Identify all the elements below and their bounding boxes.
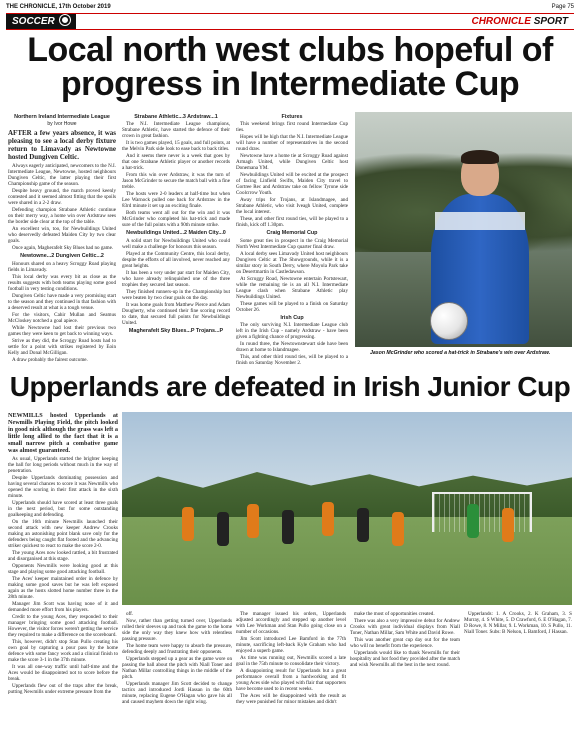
player-figure: [502, 508, 514, 542]
player-figure: [182, 507, 194, 541]
paragraph: It is two games played, 15 goals, and full points, at the Melvin Park side look to ease back to back titles.: [122, 140, 230, 153]
paragraph: For the visitors, Cahir Mullan and Seamus McCloskey notched a goal apiece.: [8, 311, 116, 324]
player-figure: [322, 502, 334, 536]
paragraph: Upperlands manager Jim Scott decided to change tactics and introduced Jordi Hassan in the 60th minute, replacing Eugene O'Hagan who gave his all and caused mayhem down the right wing.: [122, 681, 232, 705]
match-photo: [122, 412, 572, 605]
paragraph: It was home goals from Matthew Pierce and Adam Dougherty, who continued their fine scoring record to date, that secured full points for Newbuildings United.: [122, 301, 230, 326]
player-figure: [247, 504, 259, 538]
subhead: Irish Cup: [280, 314, 304, 321]
subhead: Northern Ireland Intermediate League: [14, 114, 110, 120]
paragraph: There was also a very impressive debut for Andrew Crooks with great individual displays from Niall Toner, Nathan Millar, Sam White and David Rowe.: [350, 618, 460, 636]
paragraph: This, and other third round ties, will be played to a finish on Saturday November 2.: [236, 354, 348, 367]
paragraph: Dungiven Celtic have made a very promising start to the season and they continued in that fashion with a deserved result at what is a tough venue.: [8, 292, 116, 311]
lead-paragraph: NEWMILLS hosted Upperlands at Newmills Playing Field, the pitch looked in good nick although the grass was left a little long allied to the fact that it is a small narrow pitch a combative game was almost guaranteed.: [8, 412, 118, 454]
paragraph: A solid start for Newbuildings United who could well make a challenge for honours this season.: [122, 237, 230, 250]
paragraph: On the 16th minute Newmills launched their second attack with new keeper Andrew Crooks making an astonishing point blank save only for the defenders being caught flat footed and the advancing striker quickest to react to make the score 2-0.: [8, 519, 118, 549]
paragraph: The Aces will be disappointed with the result as they were punished for minor mistakes and didn't: [236, 693, 346, 705]
paragraph: Now, rather than getting turned over, Upperlands rolled their sleeves up and took the game to the home side the only way they knew how with relentless passing pressure.: [122, 618, 232, 642]
headline-intermediate-cup: Local north west clubs hopeful of progress in Intermediate Cup: [27, 31, 553, 103]
subhead: Craig Memorial Cup: [266, 230, 318, 237]
paragraph: This local derby was every bit as close as the results suggests with both teams playing some good football in very testing conditions.: [8, 273, 116, 292]
publication-date: THE CHRONICLE, 17th October 2019: [6, 4, 111, 10]
paragraph: In round three, the Newtownstewart side have been drawn at home to Islandmagee.: [236, 341, 348, 354]
player-figure: [357, 508, 369, 542]
paragraph: Both teams went all out for the win and it was McGrinder who completed his hat-trick and made sure of the full points with a 90th minute strike.: [122, 210, 230, 229]
photo-caption: Jason McGrinder who scored a hat-trick in Strabane's win over Ardstraw.: [370, 350, 551, 356]
paragraph: A draw probably the fairest outcome.: [12, 356, 88, 363]
paragraph: The home team were happy to absorb the pressure, defending deeply and frustrating their opponents.: [122, 643, 232, 655]
paragraph: And it seems there never is a week that goes by that one Strabane Athletic player or another records a hat-trick.: [122, 153, 230, 172]
paragraph: While Newtowne had lost their previous two games they were keen to get back to winning ways.: [8, 324, 116, 337]
section-bar: [6, 13, 574, 30]
paragraph: A disappointing result for Upperlands but a great performance overall from a hardworking and fit young Aces side who played with flair that supporters have become used to in recent weeks.: [236, 668, 346, 692]
story2-column-5: [464, 611, 572, 733]
player-figure: [282, 510, 294, 544]
paragraph: Away trips for Trojans, at Islandmagee, and Strabane Athletic, who visit Iveagh United, complete the local interest.: [236, 197, 348, 216]
subhead: Strabane Athletic...3 Ardstraw...1: [134, 114, 218, 120]
paragraph: Upperlands would like to thank Newmills for their hospitality and hot food they provided after the match and wish Newmills all the best in the next round.: [350, 650, 460, 668]
paragraph: This weekend brings first round Intermediate Cup ties.: [236, 121, 348, 134]
paragraph: The only surviving N.I. Intermediate League club left in the Irish Cup - namely Ardstraw - have been given a fighting chance of progressing.: [236, 322, 348, 341]
story2-column-1: [8, 412, 118, 732]
page-topline: [6, 2, 574, 12]
paragraph: off.: [126, 611, 134, 617]
player-figure: [217, 512, 229, 546]
story1-column-2: [122, 112, 230, 362]
paragraph: A local derby sees Limavady United host neighbours Dungiven Celtic at The Showgrounds, while it is a similar story in South Derry, where Moyola Park take on Desertmartin in Castledawson.: [236, 250, 348, 275]
subhead: Fixtures: [281, 114, 303, 120]
paragraph: The manager issued his orders, Upperlands adjusted accordingly and stepped up another level with Lee Workman and Stan Pullo going close on a number of occasions.: [236, 611, 346, 635]
logo-sport: SPORT: [533, 16, 568, 27]
soccer-label: SOCCER: [12, 16, 55, 27]
subhead: Newtowne...2 Dungiven Celtic...2: [20, 253, 104, 260]
paragraph: Upperlands flew out of the traps after the break, putting Newmills under extreme pressure from the: [8, 683, 118, 695]
story2-column-2: [122, 611, 232, 733]
paragraph: From this win over Ardstraw, it was the turn of Jason McGrinder to secure the match ball with a fine treble.: [122, 172, 230, 191]
paragraph: Always eagerly anticipated, newcomers to the N.I. Intermediate League, Newtowne, hosted neighbours Dungiven Celtic, the latter playing their first Championship game of the season.: [8, 163, 116, 188]
paragraph: Honours shared on a heavy Scroggy Road playing fields in Limavady.: [8, 260, 116, 273]
player-figure: [392, 512, 404, 546]
player-figure: [425, 152, 535, 347]
subhead: Newbuildings United...2 Maiden City...0: [126, 230, 226, 237]
paragraph: It was all one-way traffic until half-time and the Aces would be disappointed not to score before the break.: [8, 664, 118, 682]
paragraph: Upperlands should have scored at least three goals in the next period, but for some outstanding goalkeeping and defending.: [8, 500, 118, 518]
section-label-soccer: [6, 14, 76, 29]
paragraph: At Scroggy Road, Newtowne entertain Portstewart, while the remaining tie is an all N.I. Intermediate League clash when Strabane Athletic play Newbuildings United.: [236, 275, 348, 300]
paragraph: The young Aces now looked rattled, a bit frustrated and disorganised at this stage.: [8, 550, 118, 562]
story1-column-1: [8, 112, 116, 362]
paragraph: Upperlands stepped up a gear as the game wore on passing the ball about the pitch with Niall Toner and Nathan Millar controlling things in the middle of the pitch.: [122, 656, 232, 680]
paragraph: This, however, didn't stop Stan Pullo creating his own goal by capturing a pour pass by the home defence with some fancy work and a clinical finish to make the score 3-1 in the 37th minute.: [8, 639, 118, 663]
team-lineup: Upperlands: 1. A Crooks, 2. K Graham, 3. S Murray, 4. S White, 5. D Crawford, 6. E O'Hagan, 7. D Rowe, 8. N Millar, 9. L Workman, 10. S Pullo, 11. Niall Toner. Subs: B Nelson, L Bamford, J Hassan.: [464, 611, 572, 635]
paragraph: Played at the Community Centre, this local derby, despite the efforts of all involved, never reached any great heights.: [122, 250, 230, 269]
paragraph: The Aces' keeper maintained order in defence by making some good saves but he was left exposed again as the hosts slotted home number three in the 28th minute.: [8, 576, 118, 600]
jersey-sponsor-band: [435, 212, 525, 230]
match-ball: [430, 302, 468, 340]
player-figure: [467, 504, 479, 538]
story2-column-4: [350, 611, 460, 733]
logo-chronicle: CHRONICLE: [471, 16, 531, 27]
paragraph: Newtowne have a home tie at Scroggy Road against Armagh United, while Dungiven Celtic host Donemana YM.: [236, 153, 348, 172]
paragraph: This was another great cup day out for the team who will no benefit from the experience.: [350, 637, 460, 649]
paragraph: Hopes will be high that the N.I. Intermediate League will have a number of representatives in the second round draw.: [236, 134, 348, 153]
paragraph: Newbuildings United will be excited at the prospect of facing Linfield Swifts, Maiden City travel to Gortree Rec and Ardstraw take on fellow Tyrone side Coolcrrow Youth.: [236, 172, 348, 197]
paragraph: Some great ties in prospect in the Craig Memorial North West Intermediate Cup quarter final draw.: [236, 237, 348, 250]
paragraph: Despite heavy ground, the match proved keenly contested and it seemed almost fitting that the spoils were shared in a 2-2 draw.: [8, 188, 116, 207]
paragraph: It has been a very under par start for Maiden City, who have already relinquished one of the three trophies they secured last season.: [122, 269, 230, 288]
page-number: Page 75: [551, 4, 574, 10]
paragraph: The hosts were 2-0 leaders at half-time but when Lee Warnock pulled one back for Ardstraw in the 83rd minute it set up an exciting finale.: [122, 191, 230, 210]
paragraph: Opponents Newmills were looking good at this stage and playing some good attacking football.: [8, 563, 118, 575]
football-icon: [60, 15, 70, 25]
lead-paragraph: AFTER a few years absence, it was pleasing to see a local derby fixture return to Limavady as Newtowne hosted Dungiven Celtic.: [8, 129, 116, 162]
paragraph: Defending champion Strabane Athletic continue on their merry way, a home win over Ardstraw sees the border side clear at the top of the table.: [8, 207, 116, 226]
goal-net: [432, 492, 532, 532]
chronicle-sport-logo: [465, 14, 574, 29]
player-hair: [461, 150, 499, 164]
subhead: Magherafelt Sky Blues...P Trojans...P: [128, 327, 224, 334]
paragraph: These, and other first round ties, will be played to a finish, kick off 1.30pm.: [236, 216, 348, 229]
paragraph: They finished runners-up in the Championship but were beaten by two clear goals on the day.: [122, 288, 230, 301]
paragraph: Credit to the young Aces, they responded to their manager bringing some good attacking football. However, the visitor forces weren't getting the service they required to make a difference on the scoreboard.: [8, 614, 118, 638]
story1-column-3: [236, 112, 348, 367]
paragraph: Manager Jim Scott was having none of it and demanded more effort from his players.: [8, 601, 118, 613]
paragraph: As usual, Upperlands started the brighter keeping the ball for long periods without much in the way of penetration.: [8, 456, 118, 474]
paragraph: As time was running out, Newmills scored a late goal in the 75th minute to consolidate their victory.: [236, 655, 346, 667]
paragraph: These games will be played to a finish on Saturday October 26.: [236, 300, 348, 313]
paragraph: Despite Upperlands dominating possession and having several chances to score it was Newmills who opened the scoring in their first attack in the sixth minute.: [8, 475, 118, 499]
paragraph: The N.I. Intermediate League champions, Strabane Athletic, have started the defence of their crown in great fashion.: [122, 121, 230, 140]
paragraph: Once again, Magherafelt Sky Blues had no game.: [12, 245, 114, 252]
byline: by Ivor Howe: [47, 121, 77, 128]
paragraph: make the most of opportunities created.: [354, 611, 435, 617]
paragraph: An excellent win, too, for Newbuildings United who deservedly defeated Maiden City by two clear goals.: [8, 226, 116, 245]
headline-irish-junior-cup: Upperlands are defeated in Irish Junior Cup: [9, 371, 571, 402]
paragraph: Jim Scott introduced Lee Bamford in the 77th minute, sacrificing left-back Kyle Graham who had enjoyed a superb game.: [236, 636, 346, 654]
player-photo: [355, 112, 572, 347]
paragraph: Strive as they did, the Scroggy Road hosts had to settle for a point with strikes registered by Eoin Kelly and Donal McGilligan.: [8, 337, 116, 356]
story2-column-3: [236, 611, 346, 733]
